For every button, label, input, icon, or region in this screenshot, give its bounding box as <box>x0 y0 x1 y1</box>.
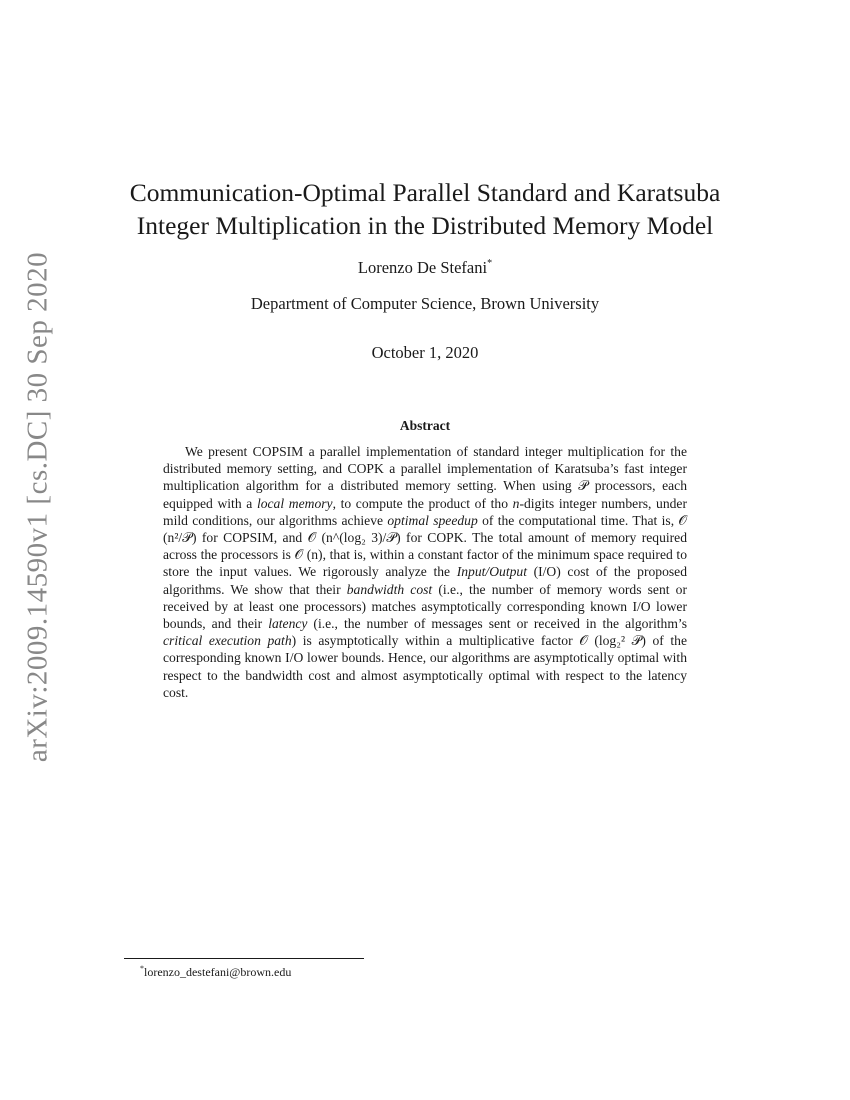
math-expression: 𝒪 (n^(log₂ 3)/𝒫) <box>307 530 401 546</box>
abstract-text: , to compute the product of tho <box>332 495 513 511</box>
abstract-text: processors, each equipped with a <box>163 478 687 511</box>
author-footnote-mark: * <box>487 258 493 269</box>
math-expression: 𝒪 (n) <box>294 547 323 563</box>
abstract-text: for COPK. The total amount of memory required across the processors is <box>163 530 687 563</box>
abstract-text: of the computational time. That is, <box>477 512 679 528</box>
footnote-email: lorenzo_destefani@brown.edu <box>144 965 292 979</box>
emphasis-local-memory: local memory <box>256 495 333 511</box>
math-expression: 𝒪 (n²/𝒫) <box>163 512 687 546</box>
abstract-text: We present COPSIM a parallel implementation of standard integer multiplication for the distributed memory setting, and COPK a parallel implementation of Karatsuba’s fast integer multiplication algorithm for a distributed memory setting. When using <box>163 444 687 494</box>
emphasis-optimal-speedup: optimal speedup <box>387 512 478 528</box>
math-expression: 𝒪 (log₂² 𝒫) <box>579 633 646 649</box>
emphasis-bandwidth-cost: bandwidth cost <box>346 581 433 597</box>
abstract-text: for COPSIM, and <box>196 530 308 546</box>
title-line-2: Integer Multiplication in the Distributed Memory Model <box>136 211 714 240</box>
paper-title <box>0 176 850 242</box>
abstract-text: (i.e., the number of messages sent or received in the algorithm’s <box>307 616 687 632</box>
emphasis-latency: latency <box>268 616 308 632</box>
abstract-text: -digits integer numbers, under mild conditions, our algorithms achieve <box>163 495 687 528</box>
math-symbol: 𝒫 <box>578 478 589 494</box>
publication-date: October 1, 2020 <box>371 343 479 362</box>
affiliation: Department of Computer Science, Brown University <box>250 294 600 313</box>
abstract-text: ) is asymptotically within a multiplicative factor <box>291 633 580 649</box>
abstract-text: of the corresponding known I/O lower bounds. Hence, our algorithms are asymptotically optimal with respect to the bandwidth cost and almost asymptotically optimal with respect to the latency cost. <box>163 633 687 700</box>
author-name: Lorenzo De Stefani <box>357 258 488 277</box>
emphasis-input-output: Input/Output <box>456 564 527 580</box>
footnote-mark: * <box>140 964 144 973</box>
footnote <box>140 965 291 980</box>
abstract-text: (i.e., the number of memory words sent or received by at least one processors) matches asymptotically corresponding known I/O lower bounds, and their <box>163 581 687 632</box>
abstract-body <box>163 443 687 701</box>
author <box>0 258 850 278</box>
abstract-text: (I/O) cost of the proposed algorithms. We show that their <box>163 564 687 597</box>
abstract-text: , that is, within a constant factor of the minimum space required to store the input values. We rigorously analyze the <box>163 547 687 580</box>
abstract-heading: Abstract <box>399 418 451 433</box>
title-line-1: Communication-Optimal Parallel Standard and Karatsuba <box>129 178 721 207</box>
footnote-rule <box>124 958 364 959</box>
arxiv-identifier-text: arXiv:2009.14590v1 [cs.DC] 30 Sep 2020 <box>21 251 54 763</box>
emphasis-critical-execution-path: critical execution path <box>163 633 292 649</box>
math-variable: n <box>512 495 520 511</box>
